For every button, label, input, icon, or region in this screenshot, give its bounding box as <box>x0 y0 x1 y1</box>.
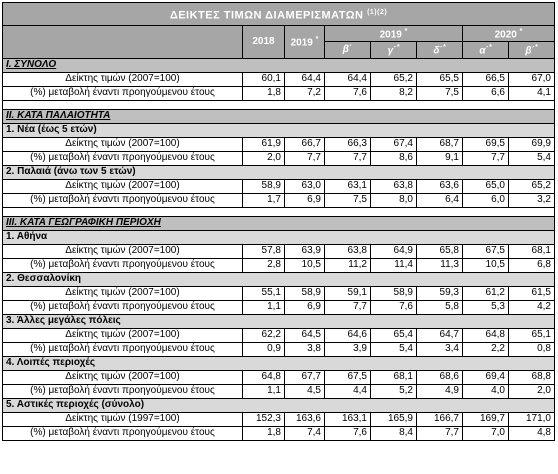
value-cell: 68,7 <box>417 137 463 151</box>
value-cell: 7,5 <box>325 193 371 207</box>
header-year-2019-quarters: 2019 * <box>325 26 463 42</box>
value-cell: 64,9 <box>371 244 417 258</box>
table-row <box>3 426 555 440</box>
value-cell: 64,4 <box>325 72 371 86</box>
value-cell: 55,1 <box>243 286 285 300</box>
value-cell: 1,7 <box>243 193 285 207</box>
value-cell: 64,8 <box>463 328 509 342</box>
value-cell: 8,2 <box>371 86 417 100</box>
price-index-table-container <box>2 2 554 441</box>
row-label: (%) μεταβολή έναντι προηγούμενου έτους <box>3 258 243 272</box>
value-cell: 163,6 <box>285 412 325 426</box>
table-row <box>3 258 555 272</box>
row-label: Δείκτης τιμών (2007=100) <box>3 328 243 342</box>
value-cell: 7,2 <box>285 86 325 100</box>
value-cell: 0,8 <box>509 342 555 356</box>
value-cell: 64,7 <box>417 328 463 342</box>
header-year-2020-quarters: 2020 * <box>463 26 555 42</box>
value-cell: 59,3 <box>417 286 463 300</box>
value-cell: 5,3 <box>463 300 509 314</box>
value-cell: 65,5 <box>417 72 463 86</box>
section-heading: I. ΣΥΝΟΛΟ <box>3 58 555 72</box>
row-label: (%) μεταβολή έναντι προηγούμενου έτους <box>3 384 243 398</box>
group-heading: 1. Νέα (έως 5 ετών) <box>3 123 555 137</box>
value-cell: 2,0 <box>243 151 285 165</box>
section-spacer <box>3 100 555 109</box>
value-cell: 66,7 <box>285 137 325 151</box>
group-heading-row <box>3 356 555 370</box>
value-cell: 65,2 <box>371 72 417 86</box>
value-cell: 6,8 <box>509 258 555 272</box>
value-cell: 8,0 <box>371 193 417 207</box>
value-cell: 3,4 <box>417 342 463 356</box>
row-label: (%) μεταβολή έναντι προηγούμενου έτους <box>3 151 243 165</box>
header-quarter: γ΄* <box>371 42 417 58</box>
value-cell: 66,5 <box>463 72 509 86</box>
value-cell: 7,7 <box>325 151 371 165</box>
value-cell: 8,6 <box>371 151 417 165</box>
value-cell: 4,2 <box>509 300 555 314</box>
value-cell: 66,3 <box>325 137 371 151</box>
value-cell: 169,7 <box>463 412 509 426</box>
section-heading: III. ΚΑΤΑ ΓΕΩΓΡΑΦΙΚΗ ΠΕΡΙΟΧΗ <box>3 216 555 230</box>
spacer-cell <box>3 207 555 216</box>
section-heading-row <box>3 216 555 230</box>
value-cell: 67,5 <box>325 370 371 384</box>
section-heading: II. ΚΑΤΑ ΠΑΛΑΙΟΤΗΤΑ <box>3 109 555 123</box>
value-cell: 6,6 <box>463 86 509 100</box>
value-cell: 4,4 <box>325 384 371 398</box>
value-cell: 65,0 <box>463 179 509 193</box>
value-cell: 62,2 <box>243 328 285 342</box>
header-quarter: β΄ <box>325 42 371 58</box>
value-cell: 0,9 <box>243 342 285 356</box>
group-heading-row <box>3 272 555 286</box>
row-label: Δείκτης τιμών (2007=100) <box>3 286 243 300</box>
value-cell: 10,5 <box>463 258 509 272</box>
spacer-cell <box>3 100 555 109</box>
value-cell: 64,6 <box>325 328 371 342</box>
value-cell: 2,0 <box>509 384 555 398</box>
value-cell: 3,9 <box>325 342 371 356</box>
value-cell: 4,0 <box>463 384 509 398</box>
group-heading-row <box>3 314 555 328</box>
row-label: Δείκτης τιμών (2007=100) <box>3 137 243 151</box>
section-heading-row <box>3 58 555 72</box>
group-heading: 1. Αθήνα <box>3 230 555 244</box>
value-cell: 7,7 <box>325 300 371 314</box>
row-label: Δείκτης τιμών (2007=100) <box>3 370 243 384</box>
value-cell: 7,7 <box>417 426 463 440</box>
value-cell: 166,7 <box>417 412 463 426</box>
group-heading: 3. Άλλες μεγάλες πόλεις <box>3 314 555 328</box>
value-cell: 4,8 <box>509 426 555 440</box>
value-cell: 64,5 <box>285 328 325 342</box>
value-cell: 57,8 <box>243 244 285 258</box>
table-row <box>3 370 555 384</box>
value-cell: 163,1 <box>325 412 371 426</box>
value-cell: 2,8 <box>243 258 285 272</box>
value-cell: 63,9 <box>285 244 325 258</box>
value-cell: 4,5 <box>285 384 325 398</box>
header-quarter: δ΄* <box>417 42 463 58</box>
table-title-text: ΔΕΙΚΤΕΣ ΤΙΜΩΝ ΔΙΑΜΕΡΙΣΜΑΤΩΝ <box>169 9 364 22</box>
value-cell: 63,6 <box>417 179 463 193</box>
value-cell: 7,6 <box>371 300 417 314</box>
section-spacer <box>3 207 555 216</box>
value-cell: 58,9 <box>371 286 417 300</box>
value-cell: 65,4 <box>371 328 417 342</box>
table-row <box>3 193 555 207</box>
value-cell: 68,8 <box>509 370 555 384</box>
group-heading-row <box>3 230 555 244</box>
value-cell: 67,7 <box>285 370 325 384</box>
row-label: (%) μεταβολή έναντι προηγούμενου έτους <box>3 342 243 356</box>
value-cell: 165,9 <box>371 412 417 426</box>
value-cell: 152,3 <box>243 412 285 426</box>
value-cell: 10,5 <box>285 258 325 272</box>
row-label: (%) μεταβολή έναντι προηγούμενου έτους <box>3 300 243 314</box>
value-cell: 68,1 <box>371 370 417 384</box>
header-blank <box>3 26 243 59</box>
group-heading: 5. Αστικές περιοχές (σύνολο) <box>3 398 555 412</box>
table-row <box>3 151 555 165</box>
group-heading: 4. Λοιπές περιοχές <box>3 356 555 370</box>
table-row <box>3 72 555 86</box>
value-cell: 69,9 <box>509 137 555 151</box>
value-cell: 6,9 <box>285 193 325 207</box>
value-cell: 61,5 <box>509 286 555 300</box>
value-cell: 63,0 <box>285 179 325 193</box>
value-cell: 7,0 <box>463 426 509 440</box>
table-row <box>3 244 555 258</box>
table-row <box>3 179 555 193</box>
row-label: (%) μεταβολή έναντι προηγούμενου έτους <box>3 426 243 440</box>
value-cell: 11,2 <box>325 258 371 272</box>
value-cell: 58,9 <box>243 179 285 193</box>
group-heading: 2. Παλαιά (άνω των 5 ετών) <box>3 165 555 179</box>
value-cell: 61,9 <box>243 137 285 151</box>
value-cell: 67,4 <box>371 137 417 151</box>
value-cell: 5,8 <box>417 300 463 314</box>
value-cell: 64,4 <box>285 72 325 86</box>
table-title <box>3 3 555 26</box>
group-heading-row <box>3 123 555 137</box>
value-cell: 69,5 <box>463 137 509 151</box>
header-year-2019: 2019 * <box>285 26 325 59</box>
value-cell: 11,3 <box>417 258 463 272</box>
value-cell: 171,0 <box>509 412 555 426</box>
table-title-row <box>3 3 555 26</box>
value-cell: 11,4 <box>371 258 417 272</box>
value-cell: 63,8 <box>371 179 417 193</box>
value-cell: 1,8 <box>243 86 285 100</box>
value-cell: 65,8 <box>417 244 463 258</box>
value-cell: 5,2 <box>371 384 417 398</box>
value-cell: 67,0 <box>509 72 555 86</box>
table-row <box>3 384 555 398</box>
value-cell: 69,4 <box>463 370 509 384</box>
table-row <box>3 86 555 100</box>
row-label: Δείκτης τιμών (2007=100) <box>3 244 243 258</box>
value-cell: 7,7 <box>463 151 509 165</box>
header-years-row <box>3 26 555 42</box>
table-title-notes: (1)(2) <box>367 8 388 16</box>
value-cell: 4,1 <box>509 86 555 100</box>
value-cell: 63,1 <box>325 179 371 193</box>
table-row <box>3 137 555 151</box>
apartment-price-index-table <box>2 2 555 441</box>
value-cell: 3,8 <box>285 342 325 356</box>
value-cell: 7,5 <box>417 86 463 100</box>
value-cell: 2,2 <box>463 342 509 356</box>
group-heading: 2. Θεσσαλονίκη <box>3 272 555 286</box>
value-cell: 67,5 <box>463 244 509 258</box>
value-cell: 4,9 <box>417 384 463 398</box>
group-heading-row <box>3 398 555 412</box>
value-cell: 5,4 <box>371 342 417 356</box>
value-cell: 7,6 <box>325 426 371 440</box>
value-cell: 6,0 <box>463 193 509 207</box>
table-row <box>3 342 555 356</box>
value-cell: 59,1 <box>325 286 371 300</box>
value-cell: 9,1 <box>417 151 463 165</box>
value-cell: 68,1 <box>509 244 555 258</box>
value-cell: 5,4 <box>509 151 555 165</box>
header-year-2018: 2018 <box>243 26 285 59</box>
value-cell: 61,2 <box>463 286 509 300</box>
value-cell: 65,2 <box>509 179 555 193</box>
value-cell: 6,4 <box>417 193 463 207</box>
value-cell: 8,4 <box>371 426 417 440</box>
value-cell: 64,8 <box>243 370 285 384</box>
table-row <box>3 300 555 314</box>
value-cell: 68,6 <box>417 370 463 384</box>
value-cell: 3,2 <box>509 193 555 207</box>
value-cell: 1,1 <box>243 300 285 314</box>
value-cell: 6,9 <box>285 300 325 314</box>
row-label: Δείκτης τιμών (2007=100) <box>3 179 243 193</box>
value-cell: 63,8 <box>325 244 371 258</box>
row-label: (%) μεταβολή έναντι προηγούμενου έτους <box>3 193 243 207</box>
table-row <box>3 412 555 426</box>
table-row <box>3 286 555 300</box>
value-cell: 7,4 <box>285 426 325 440</box>
row-label: Δείκτης τιμών (1997=100) <box>3 412 243 426</box>
header-quarter: β΄* <box>509 42 555 58</box>
value-cell: 65,1 <box>509 328 555 342</box>
value-cell: 60,1 <box>243 72 285 86</box>
value-cell: 7,7 <box>285 151 325 165</box>
value-cell: 1,8 <box>243 426 285 440</box>
header-quarter: α΄* <box>463 42 509 58</box>
value-cell: 1,1 <box>243 384 285 398</box>
group-heading-row <box>3 165 555 179</box>
value-cell: 7,6 <box>325 86 371 100</box>
row-label: (%) μεταβολή έναντι προηγούμενου έτους <box>3 86 243 100</box>
section-heading-row <box>3 109 555 123</box>
table-row <box>3 328 555 342</box>
value-cell: 58,9 <box>285 286 325 300</box>
row-label: Δείκτης τιμών (2007=100) <box>3 72 243 86</box>
